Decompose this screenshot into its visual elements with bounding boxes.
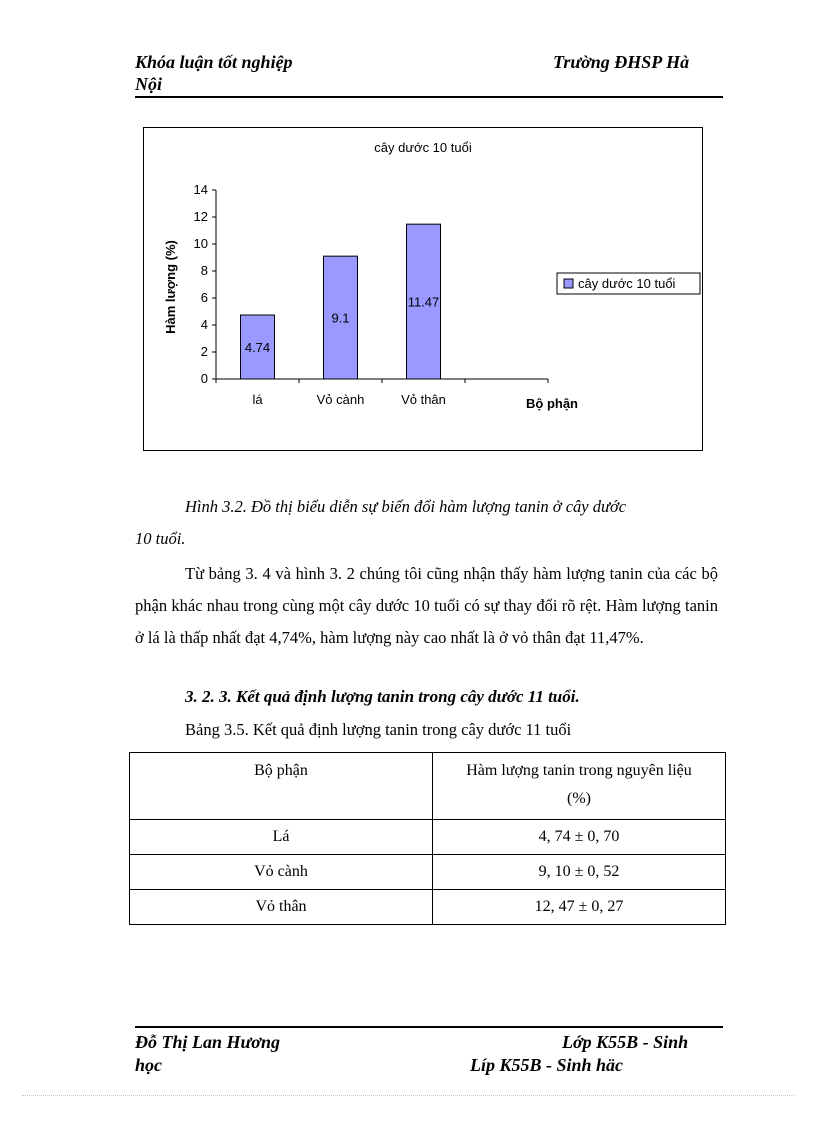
table-header-content [433, 753, 726, 820]
bar-chart [144, 128, 704, 452]
y-tick-label: 0 [200, 371, 208, 386]
x-axis-label: Bộ phận [526, 396, 578, 411]
y-tick-label: 2 [200, 344, 208, 359]
section-heading: 3. 2. 3. Kết quả định lượng tanin trong cây dước 11 tuổi. [185, 687, 580, 706]
table-cell-value: 4, 74 ± 0, 70 [433, 820, 726, 855]
table-cell-value: 9, 10 ± 0, 52 [433, 855, 726, 890]
footer-class-garbled: Líp K55B - Sinh häc [470, 1055, 624, 1075]
y-tick-label: 4 [200, 317, 208, 332]
x-tick-label: lá [252, 392, 263, 407]
results-table [129, 752, 726, 925]
bar-data-label: 9.1 [331, 310, 350, 326]
table-header-row [130, 753, 726, 820]
table-row [130, 820, 726, 855]
page-bottom-dotted-line [22, 1095, 794, 1096]
x-tick-label: Vỏ cành [316, 392, 365, 407]
table-cell-part: Vỏ cành [130, 855, 433, 890]
footer-rule [135, 1026, 723, 1028]
footer-author-continuation: học [135, 1055, 162, 1075]
chart-legend [557, 273, 700, 294]
table-cell-part: Vỏ thân [130, 890, 433, 925]
table-header-content-unit: (%) [567, 790, 591, 807]
y-tick-label: 12 [193, 209, 208, 224]
y-tick-label: 8 [200, 263, 208, 278]
chart-frame [143, 127, 703, 451]
y-axis-label: Hàm lượng (%) [163, 240, 178, 334]
footer-class: Lớp K55B - Sinh [562, 1032, 689, 1052]
header-rule [135, 96, 723, 98]
table-header-content-line1: Hàm lượng tanin trong nguyên liệu [466, 762, 692, 779]
x-tick-label: Vỏ thân [401, 392, 446, 407]
y-tick-label: 10 [193, 236, 208, 251]
figure-caption-continuation: 10 tuổi. [135, 529, 186, 548]
header-university: Trường ĐHSP Hà [553, 52, 690, 72]
table-header-part: Bộ phận [130, 753, 433, 820]
figure-caption: Hình 3.2. Đồ thị biểu diễn sự biến đổi hàm lượng tanin ở cây dước [185, 497, 627, 516]
body-paragraph: Từ bảng 3. 4 và hình 3. 2 chúng tôi cũng nhận thấy hàm lượng tanin của các bộ phận khác nhau trong cùng một cây dước 10 tuổi có sự thay đổi rõ rệt. Hàm lượng tanin ở lá là thấp nhất đạt 4,74%, hàm lượng này cao nhất là ở vỏ thân đạt 11,47%. [135, 564, 718, 647]
table-cell-part: Lá [130, 820, 433, 855]
footer-author: Đỗ Thị Lan Hương [135, 1032, 280, 1052]
legend-entry: cây dước 10 tuổi [578, 276, 676, 291]
chart-title: cây dước 10 tuổi [374, 140, 472, 155]
table-cell-value: 12, 47 ± 0, 27 [433, 890, 726, 925]
legend-swatch [564, 279, 573, 288]
y-tick-label: 6 [200, 290, 208, 305]
bar-data-label: 4.74 [244, 340, 271, 356]
table-row [130, 890, 726, 925]
header-school-thesis: Khóa luận tốt nghiệp [135, 52, 293, 72]
header-thesis-continuation: Nội [135, 74, 162, 94]
table-title: Bảng 3.5. Kết quả định lượng tanin trong cây dước 11 tuổi [185, 720, 572, 739]
y-tick-label: 14 [193, 182, 208, 197]
bar-data-label: 11.47 [407, 294, 440, 310]
table-row [130, 855, 726, 890]
